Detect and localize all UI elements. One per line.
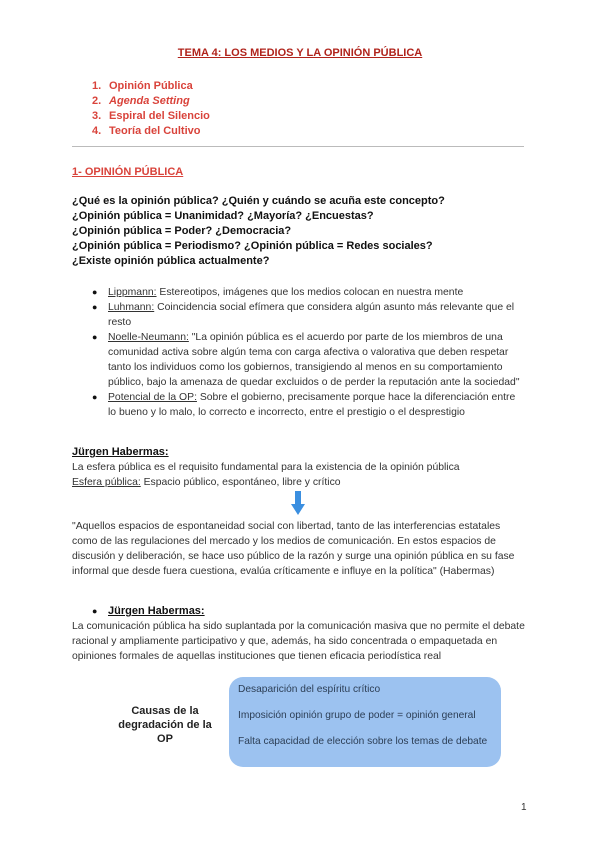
habermas-line: La esfera pública es el requisito fundamental para la existencia de la opinión pública xyxy=(72,462,460,473)
question: ¿Qué es la opinión pública? ¿Quién y cuándo se acuña este concepto? xyxy=(72,195,445,207)
habermas-paragraph: La comunicación pública ha sido suplantada por la comunicación masiva que no permite el debate racional y ampliamente participativo y que, además, ha sido concentrada o empaquetada en opiniones formales de aquellas instituciones que tienen eficacia periodística real xyxy=(72,621,525,662)
table-of-contents xyxy=(92,79,210,139)
bullet-icon: ● xyxy=(92,332,98,342)
list-item-term: Jürgen Habermas: xyxy=(108,605,205,617)
toc-label: Espiral del Silencio xyxy=(109,110,210,122)
list-item-text: "La opinión pública es el acuerdo por parte de los miembros de una comunidad activa sobre algún tema con carga afectiva o valorativa que deben respetar tanto los individuos como los gobiernos, transigiendo al menos en su comportamiento público, bajo la amenaza de quedar excluidos o de perder la reputación ante la sociedad" xyxy=(108,332,520,388)
list-item xyxy=(92,285,522,300)
habermas-bullet-list xyxy=(92,604,522,619)
question: ¿Existe opinión pública actualmente? xyxy=(72,255,270,267)
bullet-icon: ● xyxy=(92,287,98,297)
list-item-text: Sobre el gobierno, precisamente porque hace la diferenciación entre lo bueno y lo malo, lo correcto e incorrecto, entre el prestigio o el desprestigio xyxy=(108,392,516,418)
bullet-icon: ● xyxy=(92,606,98,616)
toc-number: 1. xyxy=(92,80,102,92)
habermas-intro xyxy=(72,460,528,490)
list-item-text: Estereotipos, imágenes que los medios colocan en nuestra mente xyxy=(156,287,464,298)
toc-number: 2. xyxy=(92,95,102,107)
esfera-text: Espacio público, espontáneo, libre y crítico xyxy=(140,477,341,488)
causes-bubble xyxy=(229,677,501,767)
definitions-list xyxy=(92,285,522,420)
diagram-label: Causas de la degradación de la OP xyxy=(118,705,212,745)
cause-item: Imposición opinión grupo de poder = opinión general xyxy=(238,710,476,721)
esfera-line xyxy=(72,475,528,490)
list-item-term: Luhmann: xyxy=(108,302,155,313)
cause-item: Falta capacidad de elección sobre los temas de debate xyxy=(238,736,488,747)
list-item xyxy=(92,330,522,390)
bullet-icon: ● xyxy=(92,302,98,312)
list-item xyxy=(92,604,522,619)
list-item-term: Lippmann: xyxy=(108,287,157,298)
list-item-term: Potencial de la OP: xyxy=(108,392,197,403)
bullet-icon: ● xyxy=(92,392,98,402)
toc-item xyxy=(92,109,210,124)
list-item xyxy=(92,390,522,420)
esfera-term: Esfera pública: xyxy=(72,477,141,488)
toc-label: Teoría del Cultivo xyxy=(109,125,201,137)
toc-label: Opinión Pública xyxy=(109,80,193,92)
toc-label: Agenda Setting xyxy=(109,95,190,107)
toc-item xyxy=(92,79,210,94)
list-item-term: Noelle-Neumann: xyxy=(108,332,189,343)
question: ¿Opinión pública = Unanimidad? ¿Mayoría? ¿Encuestas? xyxy=(72,210,374,222)
page-number: 1 xyxy=(521,802,527,813)
cause-item: Desaparición del espíritu crítico xyxy=(238,684,381,695)
list-item-text: Coincidencia social efímera que considera algún asunto más relevante que el resto xyxy=(108,302,515,328)
horizontal-divider xyxy=(72,146,524,147)
toc-item xyxy=(92,124,210,139)
toc-number: 3. xyxy=(92,110,102,122)
list-item xyxy=(92,300,522,330)
down-arrow-icon xyxy=(291,491,305,515)
section-heading: 1- OPINIÓN PÚBLICA xyxy=(72,166,184,178)
toc-number: 4. xyxy=(92,125,102,137)
habermas-quote: "Aquellos espacios de espontaneidad social con libertad, tanto de las interferencias estatales como de las regulaciones del mercado y los medios de comunicación. En estos espacios de discusión y deliberación, se hace uso público de la razón y surge una opinión pública en su fase informal que desde fuera cuestiona, evalúa críticamente e influye en la política" (Habermas) xyxy=(72,521,515,577)
document-title: TEMA 4: LOS MEDIOS Y LA OPINIÓN PÚBLICA xyxy=(177,47,423,59)
question-list xyxy=(72,194,542,269)
habermas-heading: Jürgen Habermas: xyxy=(72,446,169,458)
question: ¿Opinión pública = Periodismo? ¿Opinión pública = Redes sociales? xyxy=(72,240,433,252)
question: ¿Opinión pública = Poder? ¿Democracia? xyxy=(72,225,292,237)
toc-item xyxy=(92,94,210,109)
